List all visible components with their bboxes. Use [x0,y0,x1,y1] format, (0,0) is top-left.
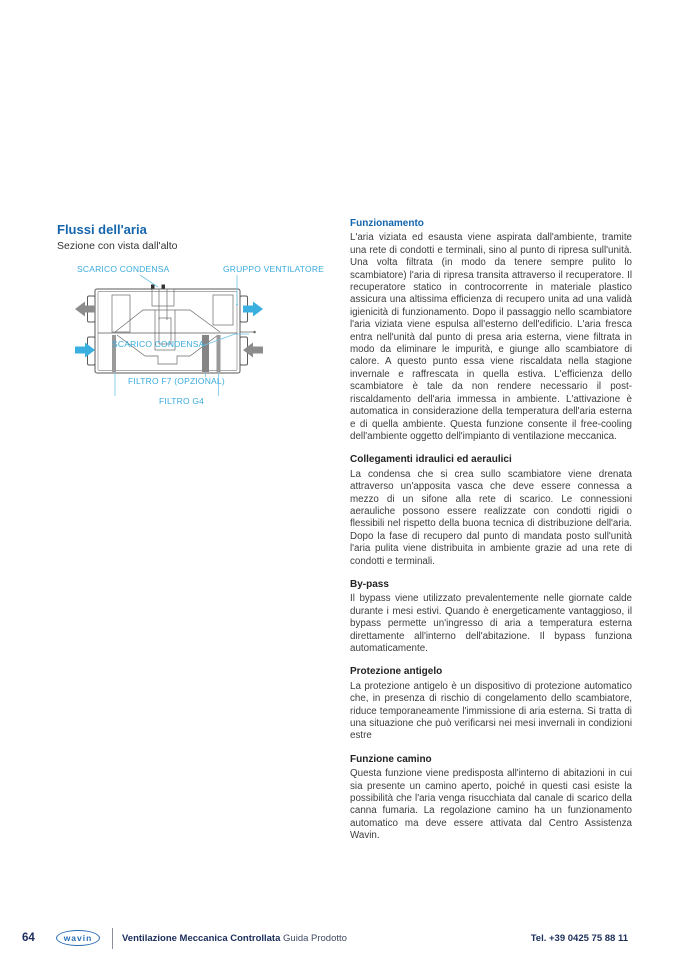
airflow-section-title: Flussi dell'aria [57,222,147,237]
section-collegamenti [350,454,632,568]
section-heading: By-pass [350,578,389,590]
section-body: La condensa che si crea sullo scambiatore viene drenata attraverso un'apposita vasca che deve essere connessa a mezzo di un sifone alla rete di scarico. Le connessioni aerauliche possono essere realizzate con condotti rigidi o flessibili nel rispetto della buona tecnica di distribuzione dell'aria. Dopo la fase di recupero dal punto di mandata posto sull'unità l'aria pulita viene distribuita in ambiente grazie ad una rete di condotti e terminali. [350,468,632,567]
section-heading: Protezione antigelo [350,666,443,678]
section-funzionamento [350,218,632,443]
wavin-logo-text: wavin [63,932,93,943]
page-footer [0,928,678,952]
footer-divider [112,928,113,949]
section-heading: Funzione camino [350,753,432,765]
label-scarico-condensa-mid: SCARICO CONDENSA [112,339,205,349]
label-filtro-g4: FILTRO G4 [159,396,205,406]
airflow-diagram [55,262,347,424]
section-bypass [350,579,632,655]
wavin-logo [56,930,100,946]
document-title [122,933,347,944]
left-column [57,222,349,406]
side-ports [88,296,248,365]
right-column [350,218,632,854]
section-protezione-antigelo [350,666,632,742]
section-heading: Funzionamento [350,218,424,229]
airflow-section-subtitle: Sezione con vista dall'alto [57,240,178,252]
document-subtitle: Guida Prodotto [283,933,347,944]
phone-number: Tel. +39 0425 75 88 11 [530,933,628,944]
label-gruppo-ventilatore: GRUPPO VENTILATORE [223,264,325,274]
label-scarico-condensa-top: SCARICO CONDENSA [77,264,170,274]
section-funzione-camino [350,754,632,843]
section-body: Il bypass viene utilizzato prevalentemente nelle giornate calde durante i mesi estivi. Quando è energeticamente vantaggioso, il bypass permette un'ingresso di aria a temperatura esterna direttamente all'interno dell'abitazione. Il bypass funziona automaticamente. [350,593,632,654]
section-body: Questa funzione viene predisposta all'interno di abitazioni in cui sia presente un camino aperto, poiché in questi casi esiste la possibilità che l'aria venga risucchiata dal canale di scarico della canna fumaria. La regolazione camino ha un funzionamento automatico ma deve essere attivata dal Centro Assistenza Wavin. [350,768,632,842]
section-body: La protezione antigelo è un dispositivo di protezione automatico che, in presenza di rischio di congelamento dello scambiatore, riduce temporaneamente l'immissione di aria esterna. Si tratta di una situazione che può verificarsi nei mesi invernali in condizioni estre [350,680,632,742]
label-filtro-f7: FILTRO F7 (OPZIONAL) [128,376,225,386]
section-body: L'aria viziata ed esausta viene aspirata dall'ambiente, tramite una rete di condotti e terminali, sino al punto di ripresa sull'unità. Una volta filtrata (in modo da tenere sempre pulito lo scambiatore) l'aria di ripresa transita attraverso il recuperatore. Il recuperatore statico in controcorrente in materiale plastico assicura una altissima efficienza di recupero unita ad una validà igienicità di funzionamento. Dopo il passaggio nello scambiatore l'aria viziata viene espulsa all'esterno dell'edificio. L'aria fresca entra nell'unità dal punto di presa aria esterna, viene filtrata in modo da eliminare le impurità, e giunge allo scambiatore di calore. A questo punto essa viene riscaldata nella stagione invernale e raffrescata in quella estiva. L'efficienza dello scambiatore è tale da non rendere necessario il post-riscaldamento dell'aria immessa in ambiente. L'attivazione è automatica in considerazione della temperatura dell'aria esterna e di quella ambiente. Questa funzione consente il free-cooling dell'ambiente oggetto dell'impianto di ventilazione meccanica. [350,232,632,442]
section-heading: Collegamenti idraulici ed aeraulici [350,454,512,466]
document-title-bold: Ventilazione Meccanica Controllata [122,933,281,944]
page-number: 64 [22,932,35,944]
